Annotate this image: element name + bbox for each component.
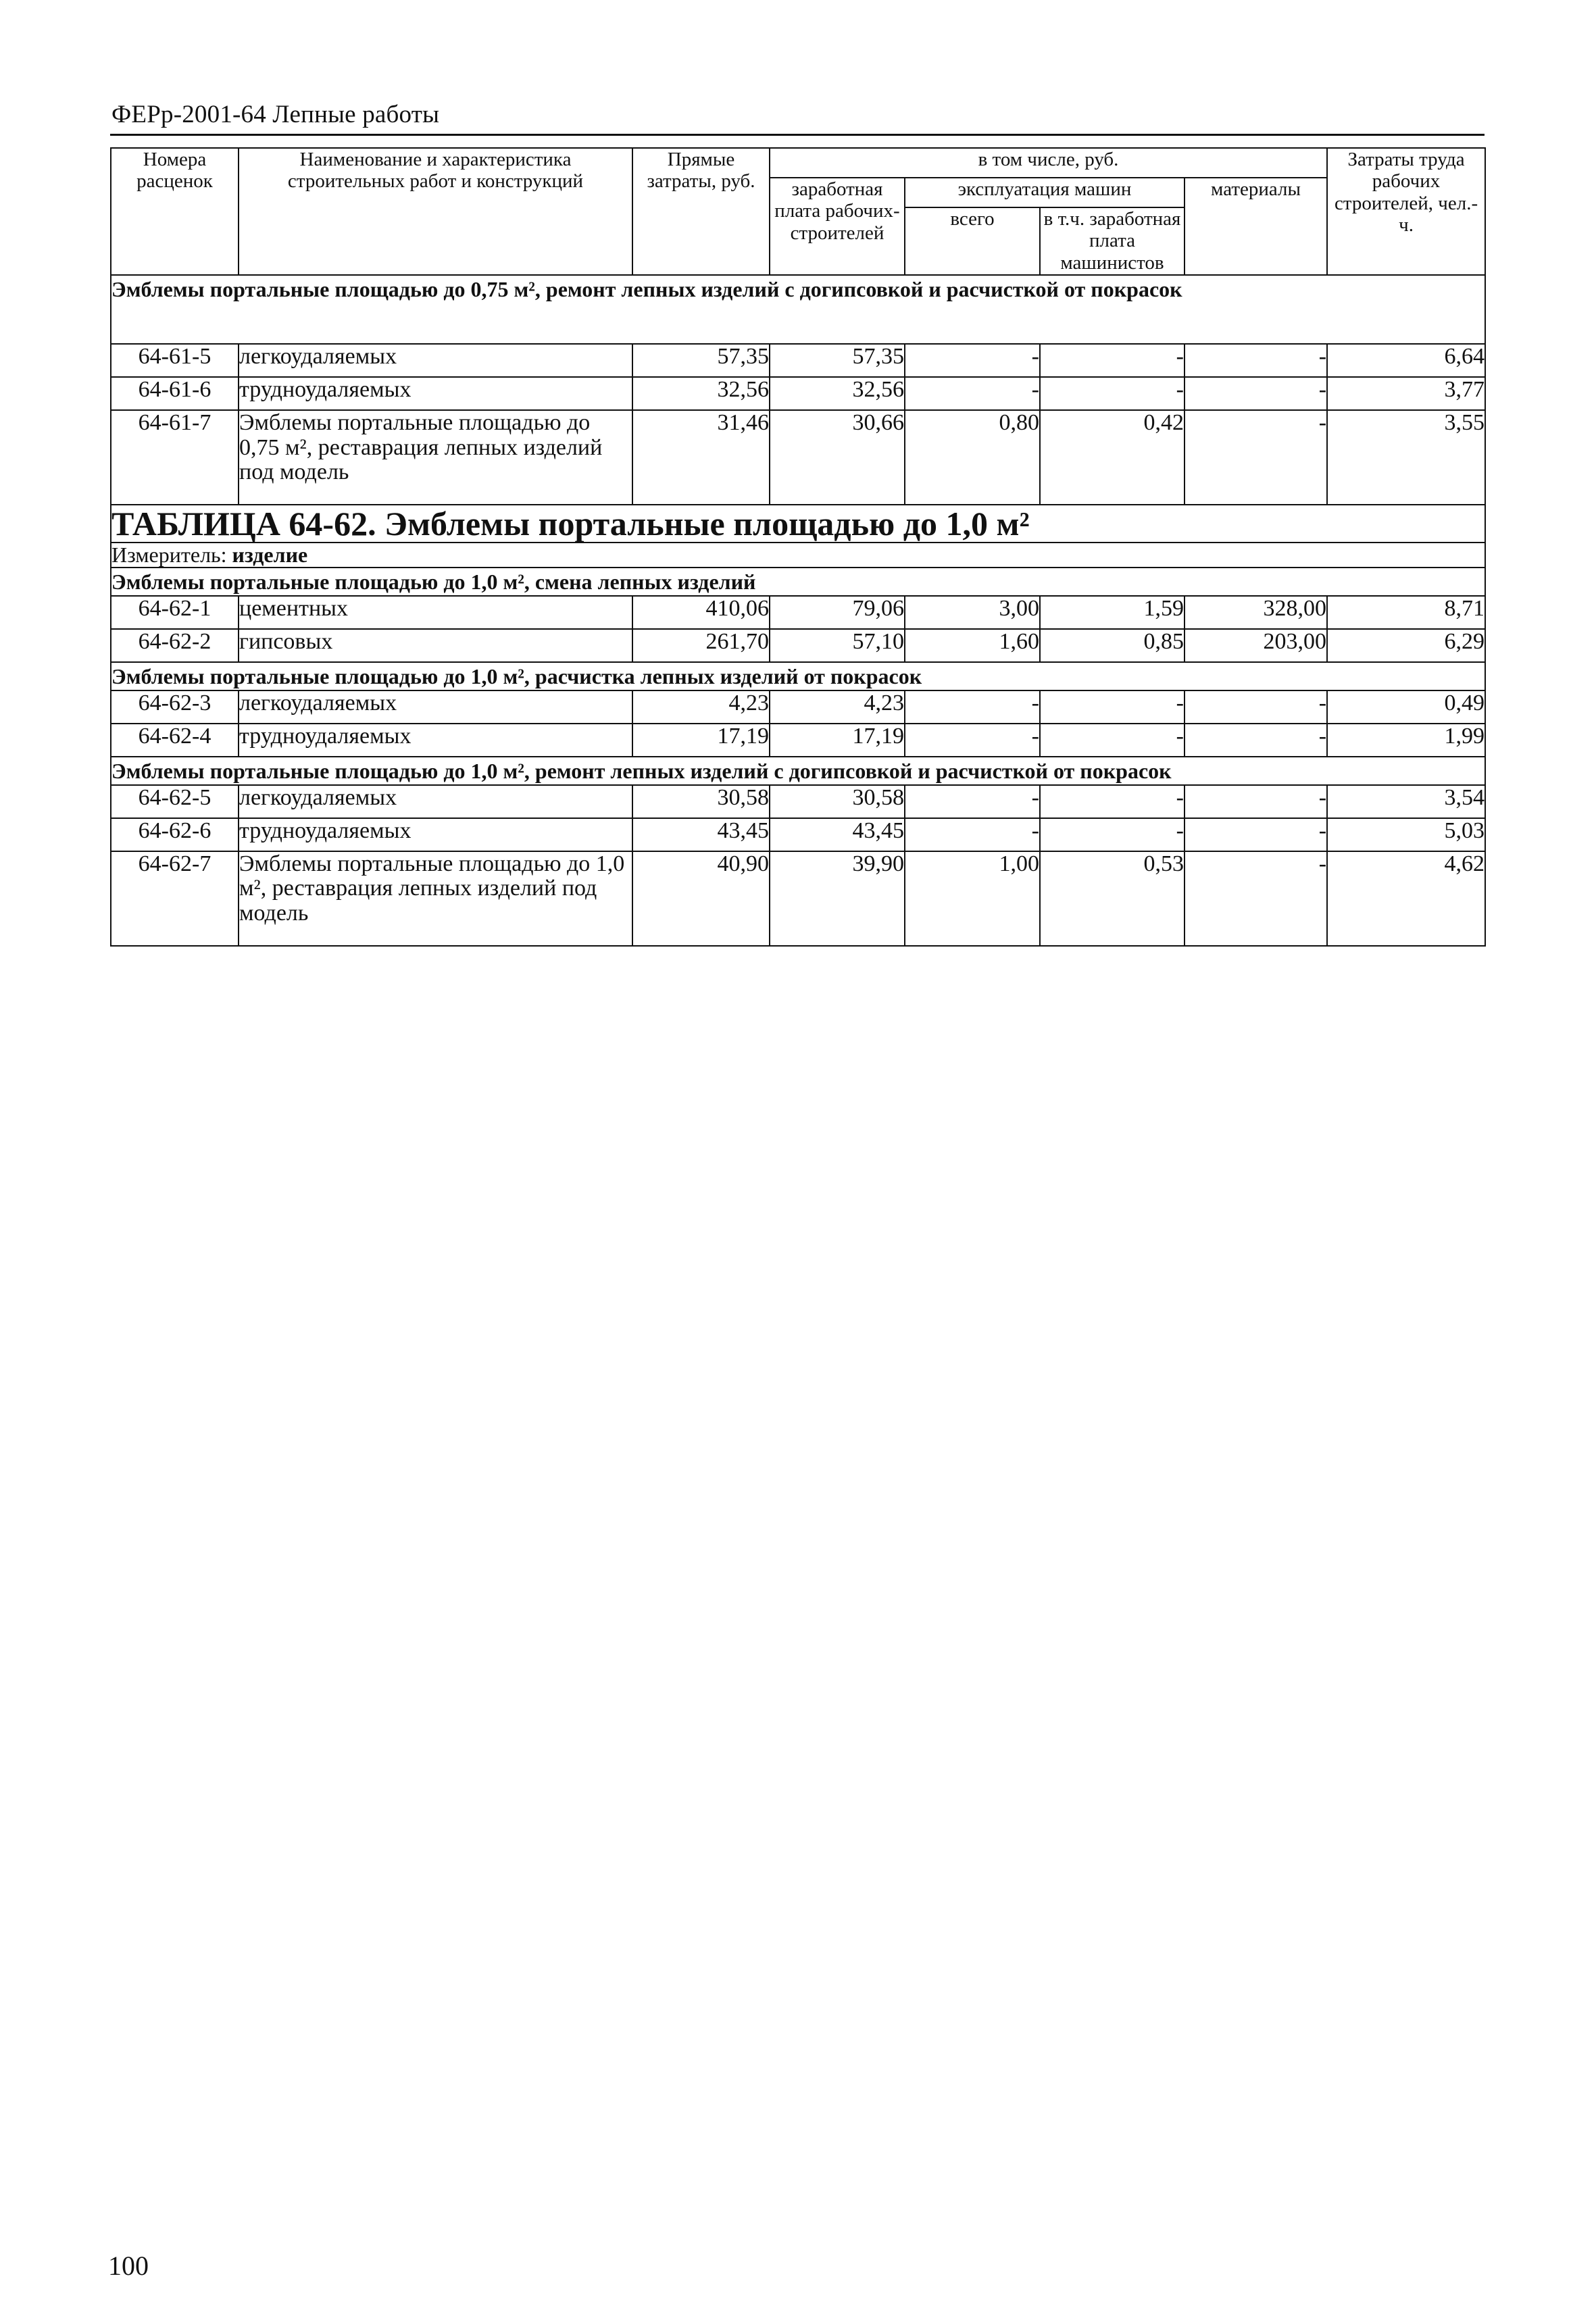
machines-wages: - [1040,690,1184,724]
rate-name: трудноудаляемых [239,724,632,757]
rate-code: 64-62-2 [111,629,239,662]
machines-wages: - [1040,785,1184,818]
direct-cost: 43,45 [632,818,770,851]
rate-name: легкоудаляемых [239,690,632,724]
labor-cost: 6,29 [1327,629,1485,662]
meter-row [111,543,1485,568]
wages: 30,66 [770,410,905,505]
section-heading-row [111,568,1485,596]
section-heading-row [111,275,1485,344]
rate-name: цементных [239,596,632,629]
materials: - [1184,785,1327,818]
page-number: 100 [108,2250,149,2281]
section-heading-row [111,662,1485,690]
direct-cost: 32,56 [632,377,770,410]
table-row [111,851,1485,946]
running-head: ФЕРр-2001-64 Лепные работы [111,101,440,128]
direct-cost: 40,90 [632,851,770,946]
direct-cost: 261,70 [632,629,770,662]
table-title: ТАБЛИЦА 64-62. Эмблемы портальные площадью до 1,0 м² [111,505,1485,543]
rate-code: 64-62-1 [111,596,239,629]
materials: - [1184,818,1327,851]
wages: 57,10 [770,629,905,662]
machines-wages: 1,59 [1040,596,1184,629]
wages: 30,58 [770,785,905,818]
direct-cost: 4,23 [632,690,770,724]
table-header [111,148,1485,275]
rate-name: легкоудаляемых [239,344,632,377]
machines-total: - [905,785,1040,818]
col-header-machines-total: всего [905,207,1040,275]
table-row [111,344,1485,377]
section-heading: Эмблемы портальные площадью до 0,75 м², ремонт лепных изделий с догипсовкой и расчисткой от покрасок [111,275,1485,344]
materials: - [1184,690,1327,724]
rate-code: 64-61-7 [111,410,239,505]
machines-wages: 0,42 [1040,410,1184,505]
wages: 57,35 [770,344,905,377]
rate-name: трудноудаляемых [239,377,632,410]
labor-cost: 3,77 [1327,377,1485,410]
labor-cost: 4,62 [1327,851,1485,946]
col-header-including: в том числе, руб. [770,148,1327,178]
section-heading-row [111,757,1485,785]
machines-wages: - [1040,818,1184,851]
col-header-name: Наименование и характеристика строительных работ и конструкций [239,148,632,275]
col-header-machines: эксплуатация машин [905,178,1184,207]
rate-code: 64-62-3 [111,690,239,724]
section-heading: Эмблемы портальные площадью до 1,0 м², смена лепных изделий [111,568,1485,596]
section-heading: Эмблемы портальные площадью до 1,0 м², расчистка лепных изделий от покрасок [111,662,1485,690]
direct-cost: 30,58 [632,785,770,818]
machines-total: 1,00 [905,851,1040,946]
labor-cost: 6,64 [1327,344,1485,377]
rate-code: 64-61-6 [111,377,239,410]
machines-total: - [905,724,1040,757]
machines-wages: - [1040,344,1184,377]
table-row [111,410,1485,505]
rate-code: 64-62-6 [111,818,239,851]
table-title-row [111,505,1485,543]
section-heading: Эмблемы портальные площадью до 1,0 м², ремонт лепных изделий с догипсовкой и расчисткой от покрасок [111,757,1485,785]
wages: 17,19 [770,724,905,757]
machines-total: - [905,690,1040,724]
rate-code: 64-62-7 [111,851,239,946]
machines-wages: - [1040,377,1184,410]
labor-cost: 8,71 [1327,596,1485,629]
rate-name: Эмблемы портальные площадью до 0,75 м², реставрация лепных изделий под модель [239,410,632,505]
wages: 32,56 [770,377,905,410]
table-row [111,629,1485,662]
rate-name: гипсовых [239,629,632,662]
machines-total: - [905,377,1040,410]
table-row [111,724,1485,757]
labor-cost: 1,99 [1327,724,1485,757]
machines-total: - [905,344,1040,377]
materials: - [1184,851,1327,946]
rate-name: трудноудаляемых [239,818,632,851]
machines-total: 3,00 [905,596,1040,629]
machines-wages: 0,85 [1040,629,1184,662]
materials: - [1184,724,1327,757]
machines-total: 0,80 [905,410,1040,505]
machines-total: - [905,818,1040,851]
table-row [111,785,1485,818]
labor-cost: 0,49 [1327,690,1485,724]
rate-code: 64-62-5 [111,785,239,818]
materials: 203,00 [1184,629,1327,662]
meter-value: изделие [232,543,308,567]
materials: - [1184,344,1327,377]
labor-cost: 5,03 [1327,818,1485,851]
materials: 328,00 [1184,596,1327,629]
machines-wages: - [1040,724,1184,757]
direct-cost: 410,06 [632,596,770,629]
col-header-wages: заработная плата рабочих-строителей [770,178,905,275]
materials: - [1184,377,1327,410]
wages: 43,45 [770,818,905,851]
rate-code: 64-62-4 [111,724,239,757]
col-header-direct: Прямые затраты, руб. [632,148,770,275]
table-row [111,818,1485,851]
col-header-materials: материалы [1184,178,1327,275]
meter-label: Измеритель: [111,543,227,567]
machines-wages: 0,53 [1040,851,1184,946]
col-header-machines-wages: в т.ч. заработная плата машинистов [1040,207,1184,275]
header-rule [110,134,1485,136]
machines-total: 1,60 [905,629,1040,662]
direct-cost: 57,35 [632,344,770,377]
col-header-code: Номера расценок [111,148,239,275]
wages: 39,90 [770,851,905,946]
rate-code: 64-61-5 [111,344,239,377]
direct-cost: 17,19 [632,724,770,757]
rate-name: легкоудаляемых [239,785,632,818]
direct-cost: 31,46 [632,410,770,505]
table-row [111,690,1485,724]
rates-table [110,147,1486,947]
materials: - [1184,410,1327,505]
wages: 4,23 [770,690,905,724]
col-header-labor: Затраты труда рабочих строителей, чел.-ч. [1327,148,1485,275]
labor-cost: 3,54 [1327,785,1485,818]
table-row [111,377,1485,410]
rate-name: Эмблемы портальные площадью до 1,0 м², реставрация лепных изделий под модель [239,851,632,946]
labor-cost: 3,55 [1327,410,1485,505]
meter [111,543,1485,568]
table-row [111,596,1485,629]
wages: 79,06 [770,596,905,629]
